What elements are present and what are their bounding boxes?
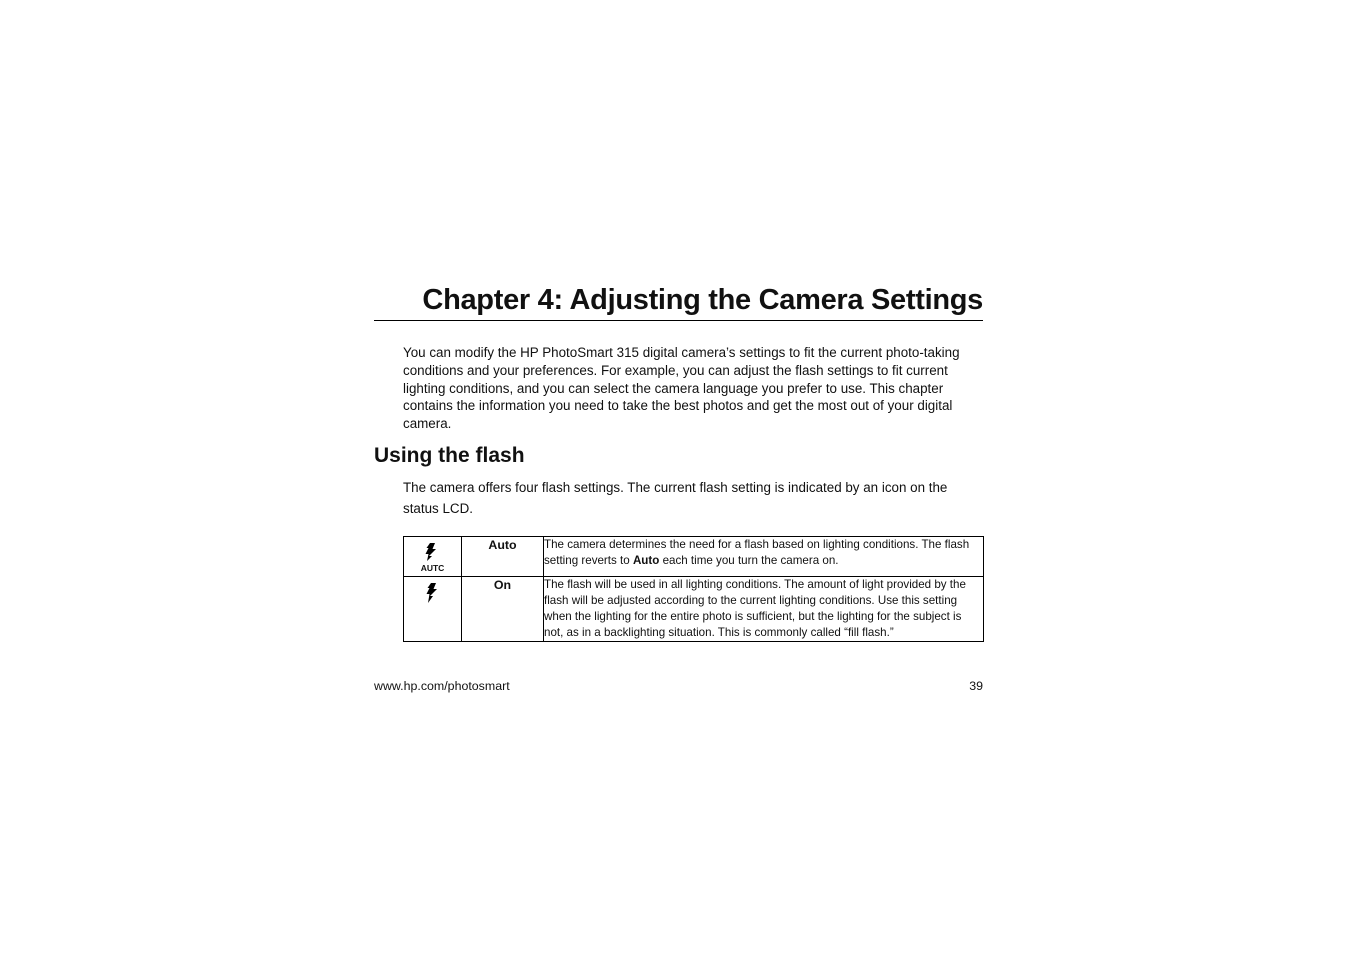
flash-settings-table bbox=[403, 536, 984, 642]
icon-cell bbox=[404, 577, 462, 642]
table-row bbox=[404, 537, 984, 577]
lightning-bolt-icon bbox=[425, 583, 441, 603]
page-number: 39 bbox=[969, 679, 983, 693]
title-divider bbox=[374, 320, 983, 321]
chapter-title: Chapter 4: Adjusting the Camera Settings bbox=[422, 284, 983, 316]
lightning-bolt-icon bbox=[424, 543, 440, 561]
description-text: The camera determines the need for a flash based on lighting conditions. The flash setting reverts to bbox=[544, 538, 970, 567]
icon-cell bbox=[404, 537, 462, 577]
flash-auto-icon bbox=[421, 543, 445, 573]
section-paragraph: The camera offers four flash settings. The current flash setting is indicated by an icon on the status LCD. bbox=[403, 480, 948, 516]
description-text: each time you turn the camera on. bbox=[659, 554, 839, 567]
setting-name: Auto bbox=[462, 537, 544, 577]
footer-url: www.hp.com/photosmart bbox=[374, 679, 510, 693]
intro-paragraph: You can modify the HP PhotoSmart 315 digital camera’s settings to fit the current photo-taking conditions and your preferences. For example, you can adjust the flash settings to fit current lighting conditions, and you can select the camera language you prefer to use. This chapter contains the information you need to take the best photos and get the most out of your digital camera. bbox=[403, 345, 960, 432]
setting-description: The flash will be used in all lighting conditions. The amount of light provided by the flash will be adjusted according to the current lighting conditions. Use this setting when the lighting for the entire photo is sufficient, but the lighting for the subject is not, as in a backlighting situation. This is commonly called “fill flash.” bbox=[544, 577, 984, 642]
icon-caption: AUTC bbox=[420, 563, 445, 573]
table-row bbox=[404, 577, 984, 642]
flash-on-icon bbox=[425, 583, 441, 608]
setting-name: On bbox=[462, 577, 544, 642]
section-heading: Using the flash bbox=[374, 444, 525, 467]
description-bold-text: Auto bbox=[632, 554, 660, 567]
setting-description bbox=[544, 537, 984, 577]
